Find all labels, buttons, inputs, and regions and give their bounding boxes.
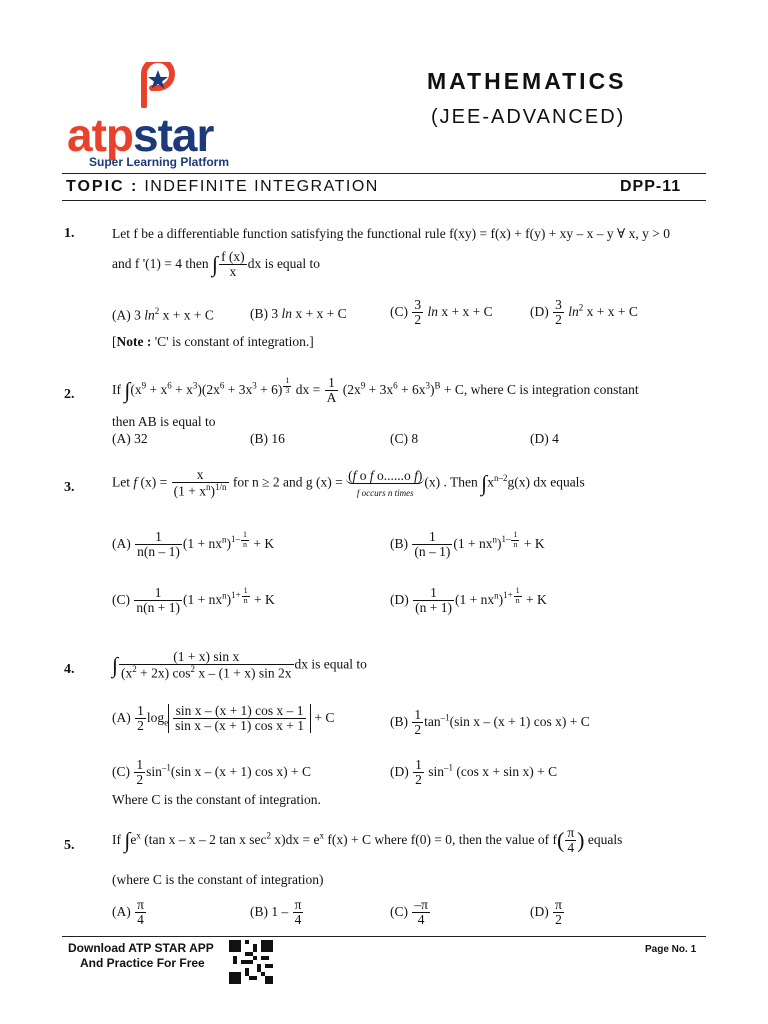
subject-title: MATHEMATICS [427, 68, 627, 94]
option-d: (D) $\frac{1}{2}$ $\sin^{-1} (\cos$ x + sin x) + C [390, 757, 558, 788]
logo-p-icon [134, 62, 180, 108]
option-label: (A) [112, 903, 131, 919]
question-text: If $\int(x^9 + x^6 + x^3)(2x^6 + 3x^3 + 6)$ $^{\frac{1}{3}}$ dx = $\frac{1}{A}$ $(2x^9 + 3x^6 + 6x^3)^B + C$, where C is integration constant [112, 375, 639, 406]
header-top-rule [62, 173, 706, 174]
logo-text-atp: atp [67, 109, 133, 161]
option-c: (C) $\frac{-\pi}{4}$ [390, 897, 428, 928]
option-a: (A) 3 $\ln^2 x + x + C$ [112, 306, 214, 323]
exam-subtitle: (JEE-ADVANCED) [431, 106, 626, 128]
option-b: (B) $\frac{1}{(n - 1)}$ $(1 + nx^n)^{1- \frac{1}{n}}$ + K [390, 529, 545, 560]
option-d: (D) $\frac{1}{(n + 1)}$ $(1 + nx^n)^{1+ \frac{1}{n}}$ + K [390, 585, 547, 616]
logo-text-star: star [133, 109, 214, 161]
option-label: (A) [112, 709, 131, 725]
page-number: Page No. 1 [645, 944, 697, 955]
question-text-mid: for n ≥ 2 and g (x) = [232, 474, 343, 490]
option-label: (C) [112, 763, 130, 779]
option-b: (B) 1 – $\frac{\pi}{4}$ [250, 897, 302, 928]
footer-download-line1: Download ATP STAR APP [68, 941, 214, 955]
brace-label: f occurs n times [356, 488, 414, 498]
header-bottom-rule [62, 200, 706, 201]
question-text-pre: If [112, 381, 121, 397]
option-label: (C) [390, 903, 408, 919]
question-text-pre: and f '(1) = 4 then [112, 255, 209, 271]
topic-line [66, 178, 379, 196]
question-text-mid: where f(0) = 0, then the value of [374, 831, 550, 847]
tagline: Super Learning Platform [89, 155, 230, 169]
option-d: (D) $\frac{3}{2}$ $\ln^2 x + x + C$ [530, 297, 638, 328]
option-d: (D) $\frac{\pi}{2}$ [530, 897, 562, 928]
option-label: (D) [390, 763, 409, 779]
topic-name: INDEFINITE INTEGRATION [144, 178, 379, 195]
question-number: 4. [64, 662, 75, 677]
question-text-post: is equal to [311, 656, 367, 672]
option-label: (D) [530, 903, 549, 919]
note-text: 'C' is constant of integration.] [154, 334, 314, 349]
question-number: 2. [64, 387, 75, 402]
option-label: (A) [112, 535, 131, 551]
question-text-end: equals [550, 474, 585, 490]
question-text: Let f (x) = $\frac{x}{(1 + x^n)^{1/n}}$ for n ≥ 2 and g (x) = (f o f o......o f) f occurs n times(x) . Then $\int x^{n-2}g(x)$ dx equals [112, 467, 585, 499]
option-label: (B) [390, 713, 408, 729]
option-b: (B) 3 ln x + x + C [250, 306, 347, 321]
question-text-pre: If [112, 831, 121, 847]
option-label: (D) [390, 591, 409, 607]
question-number: 3. [64, 480, 75, 495]
qr-code-icon[interactable] [229, 940, 273, 984]
question-text-post: . Then [443, 474, 478, 490]
question-text-end: equals [587, 831, 623, 847]
option-a: (A) $\frac{1}{n(n - 1)}$ $(1 + nx^n)^{1- \frac{1}{n}}$ + K [112, 529, 275, 560]
option-c: (C) $\frac{1}{n(n + 1)}$ $(1 + nx^n)^{1+ \frac{1}{n}}$ + K [112, 585, 275, 616]
question-text-line2: then AB is equal to [112, 414, 216, 429]
option-label: (C) [112, 591, 130, 607]
question-text: ∫ $\frac{\text{(1 + x) sin x}}{(x^2 + 2x) \cos^2 x - (1 + x) \sin 2x}$ dx is equal to [112, 649, 367, 681]
question-text-post: is equal to [264, 255, 321, 271]
question-text-post: where C is integration constant [470, 381, 639, 397]
question-text: Let f be a differentiable function satisfying the functional rule f(xy) = f(x) + f(y) + xy – x – y ∀ x, y > 0 [112, 226, 670, 241]
option-a: (A) 32 [112, 431, 148, 446]
option-label: (B) [390, 535, 408, 551]
note: [Note : 'C' is constant of integration.] [112, 334, 314, 349]
question-text-line2: (where C is the constant of integration) [112, 872, 324, 887]
option-a: (A) $\frac{1}{2}$ $\log_e$ $\frac{\text{sin x – (x + 1) cos x – 1}}{\text{sin x – (x + 1) cos x + 1}}$ + C [112, 703, 335, 734]
footer-rule [62, 936, 706, 937]
option-c: (C) 8 [390, 431, 419, 446]
question-text: If $\int e^x$ (tan x – x – 2 tan x $\sec^2 x)dx = e^x$ f(x) + C where f(0) = 0, then the value of f( $\frac{\pi}{4}$ ) equals [112, 825, 623, 856]
option-b: (B) 16 [250, 431, 285, 446]
question-number: 5. [64, 838, 75, 853]
option-c: (C) $\frac{1}{2}$ $\sin^{-1}(\sin$ x – (x + 1) cos x) + C [112, 757, 311, 788]
option-c: (C) $\frac{3}{2}$ ln x + x + C [390, 297, 493, 328]
note-label: Note : [116, 334, 152, 349]
question-text-pre: Let [112, 474, 130, 490]
topic-label: TOPIC : [66, 178, 139, 195]
question-number: 1. [64, 226, 75, 241]
note: Where C is the constant of integration. [112, 792, 321, 807]
option-label: (B) 1 – [250, 903, 289, 919]
option-b: (B) $\frac{1}{2}$ $\tan^{-1}(\sin$ x – (x + 1) cos x) + C [390, 707, 590, 738]
question-text-line2: and f '(1) = 4 then ∫ $\frac{f (x)}{x}$ dx is equal to [112, 249, 321, 280]
dpp-number: DPP-11 [620, 178, 682, 195]
option-a: (A) $\frac{\pi}{4}$ [112, 897, 144, 928]
footer-download-line2: And Practice For Free [80, 956, 205, 970]
option-d: (D) 4 [530, 431, 559, 446]
